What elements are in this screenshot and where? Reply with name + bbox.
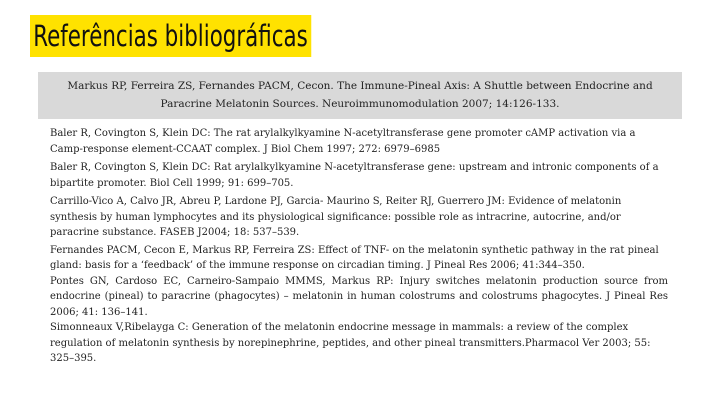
highlighted-reference: Markus RP, Ferreira ZS, Fernandes PACM, Cecon. The Immune-Pineal Axis: A Shuttle between Endocrine and Paracrine Melatonin Sources. Neuroimmunomodulation 2007; 14:126-133.: [38, 72, 682, 119]
reference-list: [50, 126, 668, 367]
reference-item: Baler R, Covington S, Klein DC: The rat arylalkylkyamine N-acetyltransferase gene promoter cAMP activation via a Camp-response element-CCAAT complex. J Biol Chem 1997; 272: 6979–6985: [50, 128, 636, 155]
reference-item: Carrillo-Vico A, Calvo JR, Abreu P, Lardone PJ, Garcia- Maurino S, Reiter RJ, Guerrero JM: Evidence of melatonin synthesis by human lymphocytes and its physiological significance: possible role as intracrine, autocrine, and/or paracrine substance. FASEB J2004; 18: 537–539.: [50, 196, 622, 238]
reference-item: Simonneaux V,Ribelayga C: Generation of the melatonin endocrine message in mammals: a review of the complex regulation of melatonin synthesis by norepinephrine, peptides, and other pineal transmitters.Pharmacol Ver 2003; 55: 325–395.: [50, 322, 651, 364]
reference-item: Baler R, Covington S, Klein DC: Rat arylalkylkyamine N-acetyltransferase gene: upstream and intronic components of a bipartite promoter. Biol Cell 1999; 91: 699–705.: [50, 162, 659, 189]
slide-title: Referências bibliográficas: [30, 15, 311, 57]
reference-item: Pontes GN, Cardoso EC, Carneiro-Sampaio MMMS, Markus RP: Injury switches melatonin production source from endocrine (pineal) to paracrine (phagocytes) – melatonin in human colostrums and colostrums phagocytes. J Pineal Res 2006; 41: 136–141.: [50, 275, 668, 318]
reference-item: Fernandes PACM, Cecon E, Markus RP, Ferreira ZS: Effect of TNF- on the melatonin synthetic pathway in the rat pineal gland: basis for a ‘feedback’ of the immune response on circadian timing. J Pineal Res 2006; 41:344–350.: [50, 244, 659, 271]
